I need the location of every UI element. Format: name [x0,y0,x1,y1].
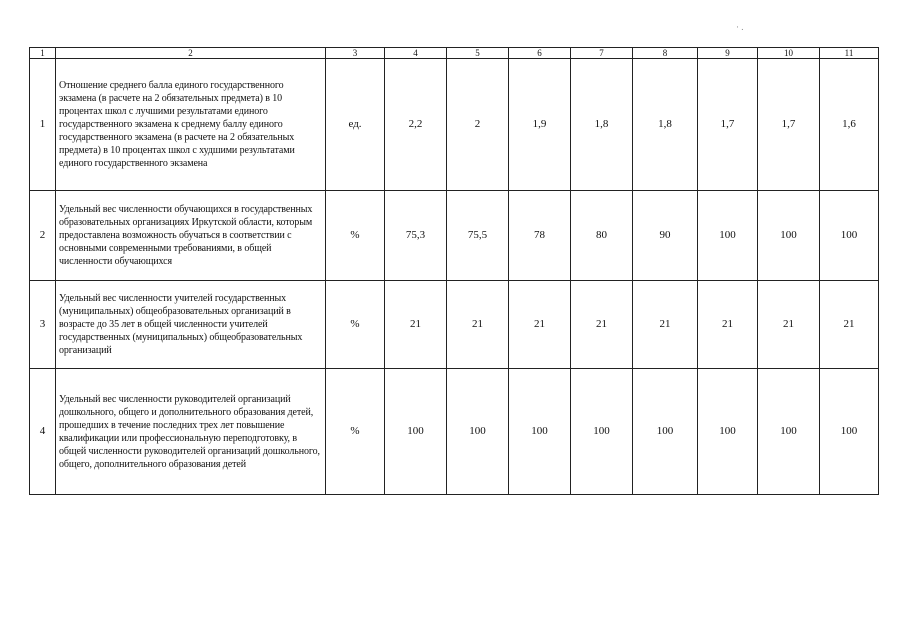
header-cell-6: 6 [509,48,571,59]
header-cell-11: 11 [820,48,879,59]
unit-cell: % [326,191,385,281]
value-cell: 21 [820,281,879,369]
value-cell: 100 [758,369,820,495]
indicator-description: Отношение среднего балла единого государственного экзамена (в расчете на 2 обязательных предмета) в 10 процентах школ с лучшими результатами единого государственного экзамена к среднему баллу единого государственного экзамена (в расчете на 2 обязательных предмета) в 10 процентах школ с худшими результатами единого государственного экзамена [56,59,326,191]
row-number: 1 [30,59,56,191]
value-cell: 80 [571,191,633,281]
table-row [30,369,879,495]
row-number: 3 [30,281,56,369]
value-cell: 100 [820,191,879,281]
value-cell: 100 [698,191,758,281]
header-cell-10: 10 [758,48,820,59]
value-cell: 21 [633,281,698,369]
value-cell: 100 [447,369,509,495]
value-cell: 2 [447,59,509,191]
value-cell: 100 [758,191,820,281]
unit-cell: % [326,369,385,495]
indicator-description: Удельный вес численности учителей государственных (муниципальных) общеобразовательных организаций в возрасте до 35 лет в общей численности учителей государственных (муниципальных) общеобразовательных организаций [56,281,326,369]
value-cell: 21 [509,281,571,369]
value-cell: 100 [820,369,879,495]
value-cell: 1,6 [820,59,879,191]
header-cell-8: 8 [633,48,698,59]
unit-cell: % [326,281,385,369]
value-cell: 100 [571,369,633,495]
value-cell: 1,8 [633,59,698,191]
header-cell-9: 9 [698,48,758,59]
table-row [30,191,879,281]
value-cell: 75,5 [447,191,509,281]
value-cell: 78 [509,191,571,281]
value-cell: 21 [385,281,447,369]
header-cell-5: 5 [447,48,509,59]
value-cell: 100 [633,369,698,495]
row-number: 2 [30,191,56,281]
header-cell-4: 4 [385,48,447,59]
indicator-description: Удельный вес численности обучающихся в государственных образовательных организациях Иркутской области, которым предоставлена возможность обучаться в соответствии с основными современными требованиями, в общей численности обучающихся [56,191,326,281]
value-cell: 21 [447,281,509,369]
value-cell: 21 [698,281,758,369]
value-cell: 21 [758,281,820,369]
value-cell: 1,7 [758,59,820,191]
value-cell: 100 [509,369,571,495]
indicator-description: Удельный вес численности руководителей организаций дошкольного, общего и дополнительного образования детей, прошедших в течение последних трех лет повышение квалификации или профессиональную переподготовку, в общей численности руководителей организаций дошкольного, общего, дополнительного образования детей [56,369,326,495]
header-cell-7: 7 [571,48,633,59]
page-mark: · . [736,22,744,32]
header-cell-3: 3 [326,48,385,59]
value-cell: 1,7 [698,59,758,191]
value-cell: 75,3 [385,191,447,281]
header-row [30,48,879,59]
value-cell: 90 [633,191,698,281]
table-row [30,59,879,191]
header-cell-2: 2 [56,48,326,59]
value-cell: 100 [698,369,758,495]
value-cell: 2,2 [385,59,447,191]
unit-cell: ед. [326,59,385,191]
value-cell: 21 [571,281,633,369]
header-cell-1: 1 [30,48,56,59]
table-row [30,281,879,369]
value-cell: 1,8 [571,59,633,191]
value-cell: 1,9 [509,59,571,191]
indicators-table [29,47,879,495]
value-cell: 100 [385,369,447,495]
row-number: 4 [30,369,56,495]
